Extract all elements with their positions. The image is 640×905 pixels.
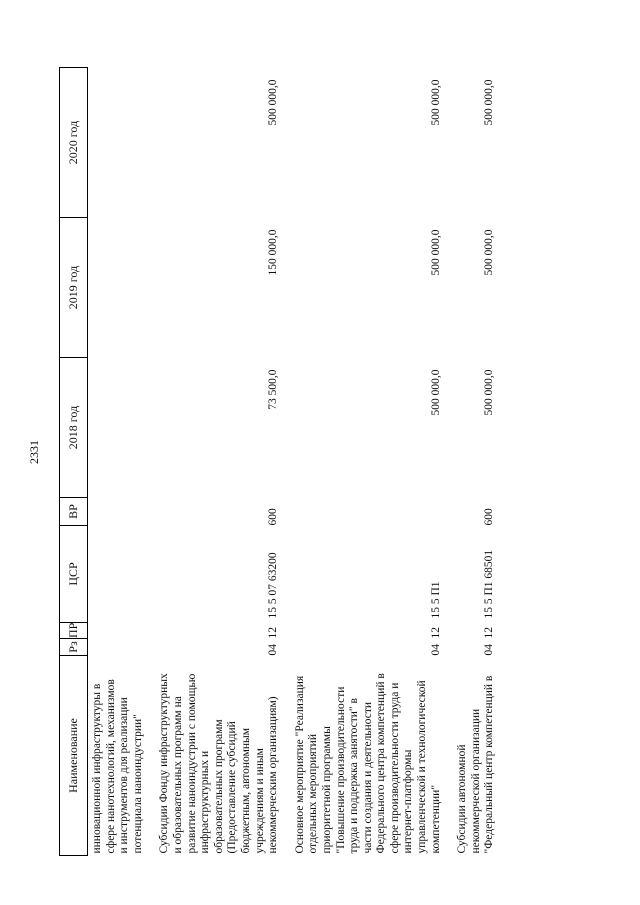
row-2018: 73 500,0: [267, 369, 280, 410]
row-pr: 12: [429, 627, 442, 639]
table-row: [291, 68, 454, 856]
header-vr: ВР: [60, 498, 88, 526]
row-vr: 600: [483, 508, 496, 526]
header-csr: ЦСР: [60, 526, 88, 623]
header-2018: 2018 год: [60, 358, 88, 498]
row-vr: 600: [267, 508, 280, 526]
row-vr: [291, 498, 454, 526]
row-2018: 500 000,0: [429, 369, 442, 416]
header-name: Наименование: [60, 656, 88, 856]
budget-table: [59, 67, 499, 856]
header-2020: 2020 год: [60, 68, 88, 218]
row-name: Основное мероприятие "Реализация отдельных мероприятий приоритетной программы "Повышение производительности труда и поддержка занятости" в части создания и деятельности Федерального центра компетенций в сфере производительности труда и интернет-платформы управленческой и технологической компетенции": [293, 673, 442, 854]
row-csr: 15 5 П1: [429, 581, 442, 619]
budget-table-page: [59, 68, 591, 856]
row-name: Субсидии автономной некоммерческой организации "Федеральный центр компетенций в: [456, 675, 496, 854]
row-csr: 15 5 07 63200: [267, 552, 280, 619]
table-row: [88, 68, 156, 856]
row-pr: 12: [483, 627, 496, 639]
row-name: инновационной инфраструктуры в сфере нанотехнологий, механизмов и инструментов для реализации потенциала наноиндустрии": [91, 679, 144, 854]
row-2020: 500 000,0: [429, 79, 442, 126]
row-2019: 500 000,0: [429, 229, 442, 276]
table-row: [155, 68, 290, 856]
row-2020: 500 000,0: [267, 79, 280, 126]
row-rz: 04: [429, 644, 442, 656]
row-name: Субсидии Фонду инфраструктурных и образовательных программ на развитие наноиндустрии с помощью инфраструктурных и образовательных программ (Предоставление субсидий бюджетным, автономным учреждениям и иным некоммерческим организациям): [158, 673, 280, 854]
table-row: [453, 68, 499, 856]
row-csr: 15 5 П1 68501: [483, 549, 496, 619]
row-2019: 150 000,0: [267, 229, 280, 276]
header-pr: ПР: [60, 623, 88, 639]
row-2018: 500 000,0: [483, 369, 496, 416]
header-2019: 2019 год: [60, 218, 88, 358]
row-2020: 500 000,0: [483, 79, 496, 126]
row-rz: 04: [483, 644, 496, 656]
row-2019: 500 000,0: [483, 229, 496, 276]
row-pr: 12: [267, 627, 280, 639]
row-rz: 04: [267, 644, 280, 656]
header-rz: Рз: [60, 639, 88, 656]
table-header-row: [60, 68, 88, 856]
page-number: 2331: [27, 440, 41, 464]
